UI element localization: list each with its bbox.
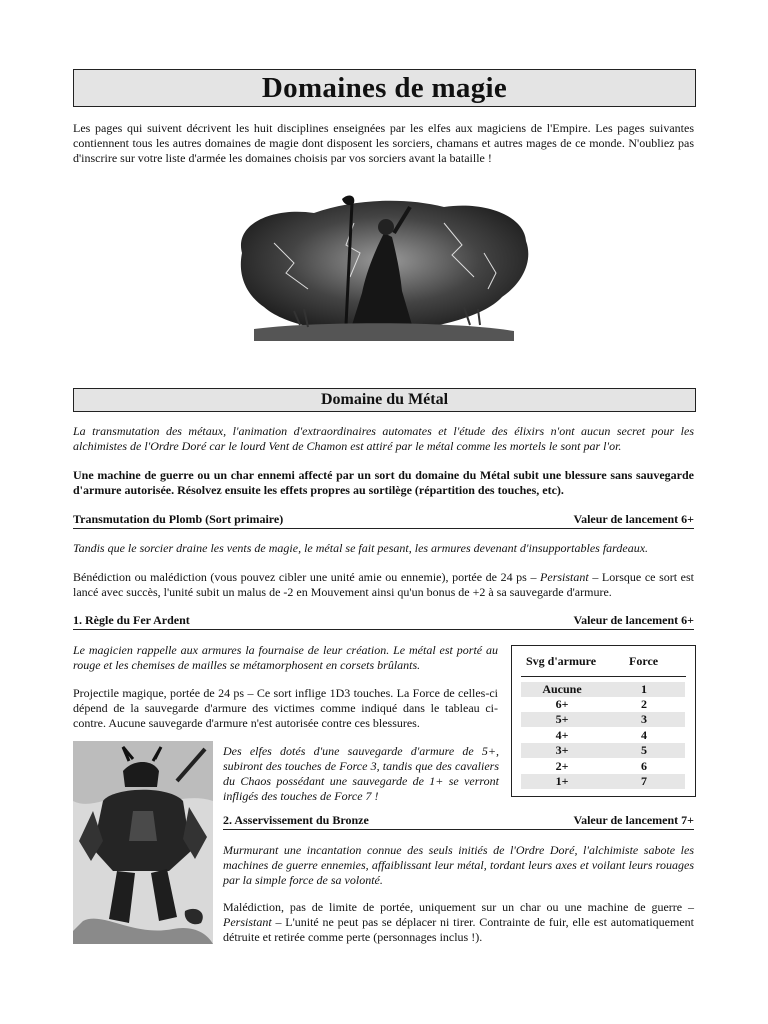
spell-text	[223, 900, 694, 945]
page-title	[73, 69, 696, 107]
table-header-armour: Svg d'armure	[526, 654, 597, 668]
armour-strength-table	[511, 645, 696, 797]
table-row	[521, 774, 685, 789]
table-cell: 6+	[555, 697, 569, 711]
table-cell: 3	[641, 712, 647, 726]
spell-text-pre: Bénédiction ou malédiction (vous pouvez cibler une unité amie ou ennemie), portée de 24 ps –	[73, 570, 541, 584]
spell-name: 2. Asservissement du Bronze	[223, 813, 369, 827]
table-cell: 4+	[555, 728, 569, 742]
table-header-strength: Force	[629, 654, 659, 668]
spell-casting-value: Valeur de lancement 7+	[573, 813, 694, 827]
spell-name: 1. Règle du Fer Ardent	[73, 613, 190, 627]
table-row	[521, 728, 685, 743]
spell-flavor: Tandis que le sorcier draine les vents de magie, le métal se fait pesant, les armures devenant d'insupportables fardeaux.	[73, 541, 649, 555]
table-row	[521, 682, 685, 697]
spell-casting-value: Valeur de lancement 6+	[573, 512, 694, 526]
spell-flavor: Murmurant une incantation connue des seuls initiés de l'Ordre Doré, l'alchimiste sabote les machines de guerre ennemies, affaiblissant leur métal, tordant leurs axes et voilant leurs rouages par la simple force de sa volonté.	[223, 843, 694, 887]
spell-header-bronze	[223, 813, 694, 830]
spell-text-post: – L'unité ne peut pas se déplacer ni tirer. Contrainte de fuir, elle est automatiquement détruite et retirée comme perte (personnages inclus !).	[223, 915, 694, 944]
section-title-text: Domaine du Métal	[320, 391, 449, 408]
wizard-storm-illustration	[234, 193, 534, 343]
table-cell: 2+	[555, 759, 569, 773]
table-cell: 1+	[555, 774, 569, 788]
table-row	[521, 697, 685, 712]
lore-paragraph: La transmutation des métaux, l'animation d'extraordinaires automates et l'étude des élixirs n'ont aucun secret pour les alchimistes de l'Ordre Doré car le lourd Vent de Chamon est attiré par le métal comme les mortels le sont par l'or.	[73, 424, 694, 453]
table-cell: 7	[641, 774, 647, 788]
table-row	[521, 759, 685, 774]
spell-text-keyword: Persistant	[540, 570, 589, 584]
spell-text	[73, 570, 694, 600]
table-cell: 2	[641, 697, 647, 711]
section-title	[73, 388, 696, 412]
table-cell: 6	[641, 759, 647, 773]
table-cell: Aucune	[542, 682, 582, 696]
table-header	[512, 654, 695, 670]
chaos-knight-illustration	[73, 741, 213, 944]
spell-header-fer-ardent	[73, 613, 694, 630]
table-cell: 5	[641, 743, 647, 757]
table-cell: 1	[641, 682, 647, 696]
rule-paragraph: Une machine de guerre ou un char ennemi affecté par un sort du domaine du Métal subit une blessure sans sauvegarde d'armure autorisée. Résolvez ensuite les effets propres au sortilège (répartition des touches, etc).	[73, 468, 694, 497]
table-divider	[521, 676, 686, 677]
table-row	[521, 743, 685, 758]
spell-name: Transmutation du Plomb (Sort primaire)	[73, 512, 284, 526]
spell-text-pre: Malédiction, pas de limite de portée, uniquement sur un char ou une machine de guerre –	[223, 900, 694, 914]
spell-text: Projectile magique, portée de 24 ps – Ce sort inflige 1D3 touches. La Force de celles-ci dépend de la sauvegarde d'armure des victimes comme indiqué dans le tableau ci-contre. Aucune sauvegarde d'armure n'est autorisée contre ces blessures.	[73, 686, 498, 730]
page-title-text: Domaines de magie	[261, 71, 508, 104]
table-cell: 3+	[555, 743, 569, 757]
table-row	[521, 712, 685, 727]
spell-flavor: Le magicien rappelle aux armures la fournaise de leur création. Le métal est porté au rouge et les chemises de mailles se métamorphosent en corsets brûlants.	[73, 643, 498, 672]
table-cell: 5+	[555, 712, 569, 726]
spell-text-keyword: Persistant	[223, 915, 272, 929]
spell-text-post: – Lorsque ce sort est lancé avec succès, l'unité subit un malus de -2 en Mouvement ainsi qu'un bonus de +2 à sa sauvegarde d'armure.	[73, 570, 694, 599]
spell-casting-value: Valeur de lancement 6+	[573, 613, 694, 627]
spell-header-plomb	[73, 512, 694, 529]
table-cell: 4	[641, 728, 647, 742]
spell-note: Des elfes dotés d'une sauvegarde d'armure de 5+, subiront des touches de Force 3, tandis que des cavaliers du Chaos possédant une sauvegarde de 1+ se verront infligés des touches de Force 7 !	[223, 744, 499, 803]
intro-paragraph: Les pages qui suivent décrivent les huit disciplines enseignées par les elfes aux magiciens de l'Empire. Les pages suivantes contiennent tous les autres domaines de magie dont disposent les sorciers, chamans et autres mages de ce monde. N'oubliez pas d'inscrire sur votre liste d'armée les domaines choisis par vos sorciers avant la bataille !	[73, 121, 694, 165]
